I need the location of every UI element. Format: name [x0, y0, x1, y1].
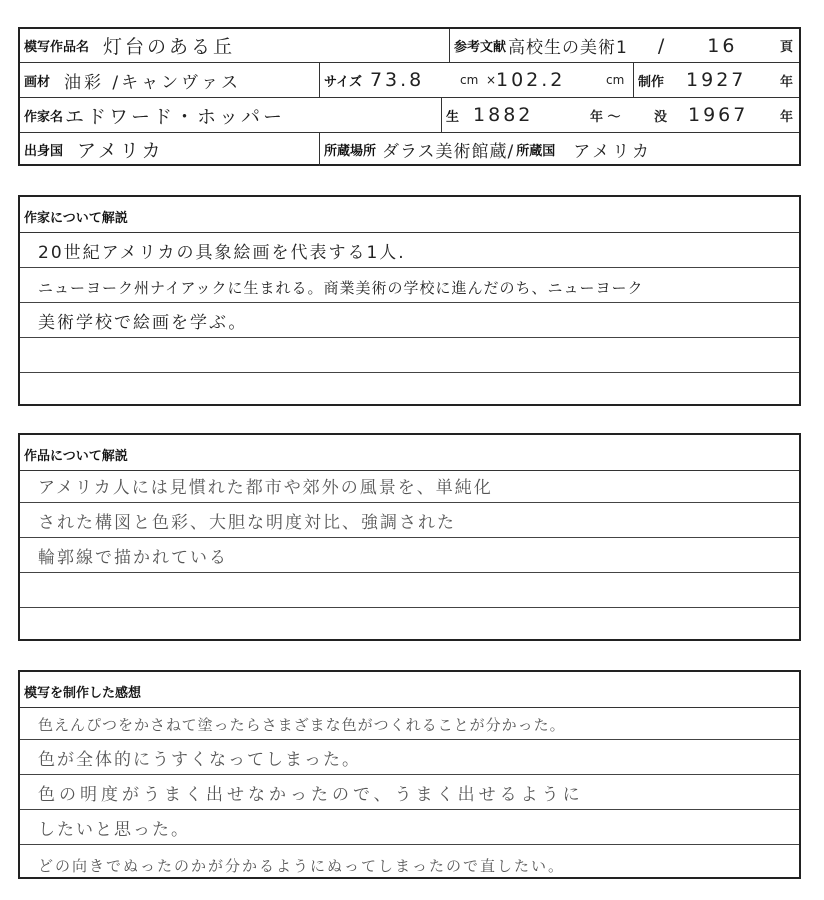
artwork-info-table [18, 27, 801, 166]
work-commentary-section [18, 433, 801, 641]
row-medium [20, 63, 799, 98]
text-line [20, 268, 799, 303]
size-width: 73.8 [369, 69, 425, 91]
work-title-cell [20, 29, 450, 62]
section-title: 作家について解説 [24, 211, 128, 226]
born-value: 1882 [473, 104, 534, 126]
text-line [20, 845, 799, 880]
line-text: 輪郭線で描かれている [38, 548, 228, 568]
collection-label: 所蔵場所 [324, 144, 377, 159]
origin-cell [20, 133, 320, 166]
died-label: 没 [654, 109, 668, 125]
text-line [20, 705, 799, 740]
size-label: サイズ [324, 74, 362, 90]
line-text: アメリカ人には見慣れた都市や郊外の風景を、単純化 [38, 478, 493, 498]
row-origin [20, 133, 799, 166]
collection-country-value: アメリカ [573, 142, 653, 162]
medium-label: 画材 [24, 74, 51, 90]
line-text: された構図と色彩、大胆な明度対比、強調された [38, 513, 456, 533]
work-title-label: 模写作品名 [24, 40, 90, 55]
row-title [20, 29, 799, 63]
line-text: したいと思った。 [38, 820, 190, 840]
section-header [20, 435, 799, 471]
text-line [20, 233, 799, 268]
origin-label: 出身国 [24, 144, 64, 159]
line-text: ニューヨーク州ナイアックに生まれる。商業美術の学校に進んだのち、ニューヨーク [38, 279, 644, 297]
reference-label: 参考文献 [454, 40, 507, 55]
text-line [20, 373, 799, 408]
size-height-unit: cm [606, 73, 625, 87]
text-line [20, 468, 799, 503]
size-width-unit: cm [460, 73, 479, 87]
text-line [20, 503, 799, 538]
page-value: 16 [707, 34, 738, 57]
reference-value: 高校生の美術1 [508, 38, 628, 58]
size-cell [320, 63, 634, 97]
section-header [20, 197, 799, 233]
text-line [20, 608, 799, 643]
impressions-section [18, 670, 801, 879]
line-text: どの向きでぬったのかが分かるようにぬってしまったので直したい。 [38, 857, 566, 875]
page-separator: / [657, 34, 668, 57]
line-text: 美術学校で絵画を学ぶ。 [38, 313, 248, 333]
section-title: 作品について解説 [24, 449, 128, 464]
text-line [20, 538, 799, 573]
text-line [20, 573, 799, 608]
line-text: 色が全体的にうすくなってしまった。 [38, 750, 361, 770]
origin-value: アメリカ [77, 140, 164, 162]
text-line [20, 303, 799, 338]
artist-cell [20, 98, 442, 132]
page-unit: 頁 [779, 40, 793, 55]
born-year-tilde: 年 ～ [590, 109, 621, 125]
artist-commentary-section [18, 195, 801, 406]
text-line [20, 338, 799, 373]
medium-value: 油彩 /キャンヴァス [64, 72, 241, 93]
artist-label: 作家名 [24, 109, 64, 125]
size-times: × [486, 73, 497, 87]
line-text: 20世紀アメリカの具象絵画を代表する1人. [38, 243, 406, 263]
work-title-value: 灯台のある丘 [103, 36, 236, 58]
year-unit: 年 [779, 74, 793, 90]
line-text: 色の明度がうまく出せなかったので、うまく出せるように [38, 785, 584, 805]
size-height: 102.2 [496, 69, 566, 91]
year-value: 1927 [686, 69, 747, 91]
row-artist [20, 98, 799, 133]
died-value: 1967 [688, 104, 749, 126]
year-cell [634, 63, 799, 97]
died-year-unit: 年 [779, 109, 793, 125]
reference-cell [450, 29, 799, 62]
collection-value: ダラス美術館蔵/ [382, 142, 515, 162]
section-header [20, 672, 799, 708]
artist-value: エドワード・ホッパー [65, 105, 286, 128]
collection-cell [320, 133, 799, 166]
line-text: 色えんぴつをかさねて塗ったらさまざまな色がつくれることが分かった。 [38, 716, 566, 734]
collection-country-label: 所蔵国 [516, 144, 556, 159]
text-line [20, 810, 799, 845]
text-line [20, 740, 799, 775]
born-label: 生 [446, 109, 460, 125]
section-title: 模写を制作した感想 [24, 686, 142, 701]
medium-cell [20, 63, 320, 97]
lifespan-cell [442, 98, 799, 132]
year-label: 制作 [638, 74, 665, 90]
text-line [20, 775, 799, 810]
